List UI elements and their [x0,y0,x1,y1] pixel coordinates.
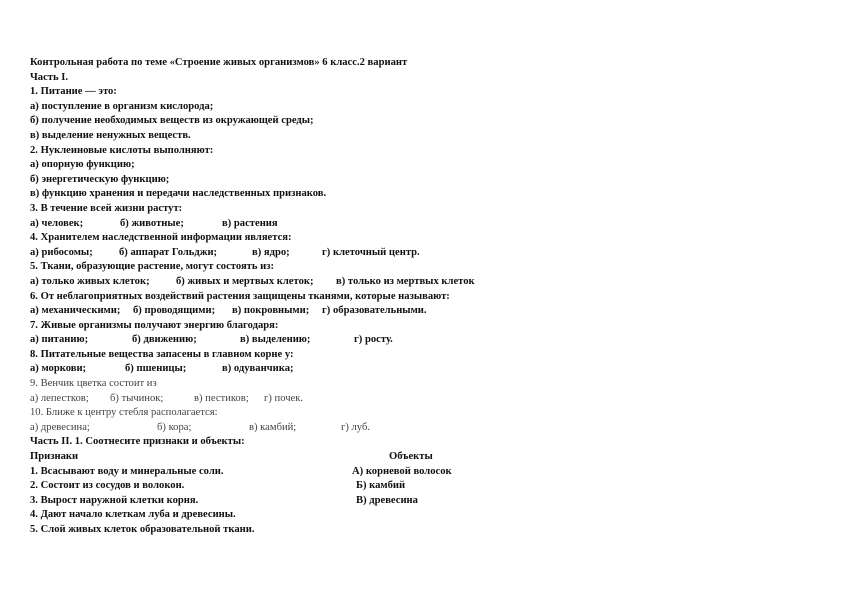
matching-sign: 4. Дают начало клеткам луба и древесины. [30,509,236,521]
question-3-option-c: в) растения [222,217,278,229]
question-10-option-d: г) луб. [341,421,371,433]
question-10: 10. Ближе к центру стебля располагается: [30,407,218,419]
question-1-option-b: б) получение необходимых веществ из окружающей среды; [30,115,314,127]
question-1-option-a: а) поступление в организм кислорода; [30,100,214,112]
question-3-option-a: а) человек; [30,217,84,229]
question-9: 9. Венчик цветка состоит из [30,378,157,390]
question-3: 3. В течение всей жизни растут: [30,202,183,214]
question-4-option-b: б) аппарат Гольджи; [119,246,218,258]
question-9-option-a: а) лепестков; [30,392,89,404]
question-1-option-c: в) выделение ненужных веществ. [30,129,191,141]
matching-row [30,479,820,494]
part-2-heading: Часть II. 1. Соотнесите признаки и объекты: [30,436,245,448]
question-6-option-c: в) покровными; [232,305,310,317]
question-9-options [30,392,820,407]
matching-object: В) древесина [356,494,418,506]
question-10-option-b: б) кора; [157,421,192,433]
question-6-option-b: б) проводящими; [133,305,216,317]
question-8-option-b: б) пшеницы; [125,363,187,375]
matching-row [30,508,820,523]
question-9-option-d: г) почек. [264,392,304,404]
question-7-option-a: а) питанию; [30,334,89,346]
worksheet-title: Контрольная работа по теме «Строение живых организмов» 6 класс.2 вариант [30,57,408,68]
question-3-option-b: б) животные; [120,217,184,229]
question-7-option-d: г) росту. [354,334,393,346]
question-6: 6. От неблагоприятных воздействий растения защищены тканями, которые называют: [30,290,450,302]
question-4-option-d: г) клеточный центр. [322,246,420,258]
question-7: 7. Живые организмы получают энергию благодаря: [30,319,279,331]
question-9-option-c: в) пестиков; [194,392,249,404]
question-8-option-c: в) одуванчика; [222,363,294,375]
question-8-options [30,362,820,377]
column-signs-header: Признаки [30,451,79,463]
question-10-option-a: а) древесина; [30,421,90,433]
question-4: 4. Хранителем наследственной информации является: [30,232,292,244]
matching-row [30,494,820,509]
matching-sign: 2. Состоит из сосудов и волокон. [30,480,185,492]
matching-row [30,523,820,538]
question-2-option-b: б) энергетическую функцию; [30,173,170,185]
question-7-option-b: б) движению; [132,334,197,346]
question-7-options [30,333,820,348]
question-6-options [30,304,820,319]
question-8: 8. Питательные вещества запасены в главном корне у: [30,348,294,360]
matching-sign: 3. Вырост наружной клетки корня. [30,494,199,506]
question-2-option-c: в) функцию хранения и передачи наследственных признаков. [30,188,327,200]
matching-sign: 5. Слой живых клеток образовательной ткани. [30,524,255,535]
question-6-option-d: г) образовательными. [322,305,427,317]
matching-object: А) корневой волосок [352,465,452,477]
worksheet [30,56,820,538]
question-1: 1. Питание — это: [30,86,117,98]
question-7-option-c: в) выделению; [240,334,311,346]
question-6-option-a: а) механическими; [30,305,121,317]
matching-header [30,450,820,465]
question-10-options [30,421,820,436]
part-1-heading: Часть I. [30,71,68,83]
column-objects-header: Объекты [389,451,433,463]
question-5-options [30,275,820,290]
question-5-option-b: б) живых и мертвых клеток; [176,275,314,287]
question-5: 5. Ткани, образующие растение, могут состоять из: [30,261,275,273]
question-9-option-b: б) тычинок; [110,392,164,404]
question-8-option-a: а) моркови; [30,363,87,375]
question-2: 2. Нуклеиновые кислоты выполняют: [30,144,214,156]
matching-object: Б) камбий [356,480,406,492]
question-2-option-a: а) опорную функцию; [30,159,135,171]
matching-row [30,465,820,480]
question-5-option-a: а) только живых клеток; [30,275,150,287]
question-4-options [30,246,820,261]
question-3-options [30,217,820,232]
question-5-option-c: в) только из мертвых клеток [336,275,475,287]
question-4-option-a: а) рибосомы; [30,246,93,258]
question-10-option-c: в) камбий; [249,421,297,433]
question-4-option-c: в) ядро; [252,246,290,258]
matching-sign: 1. Всасывают воду и минеральные соли. [30,465,224,477]
